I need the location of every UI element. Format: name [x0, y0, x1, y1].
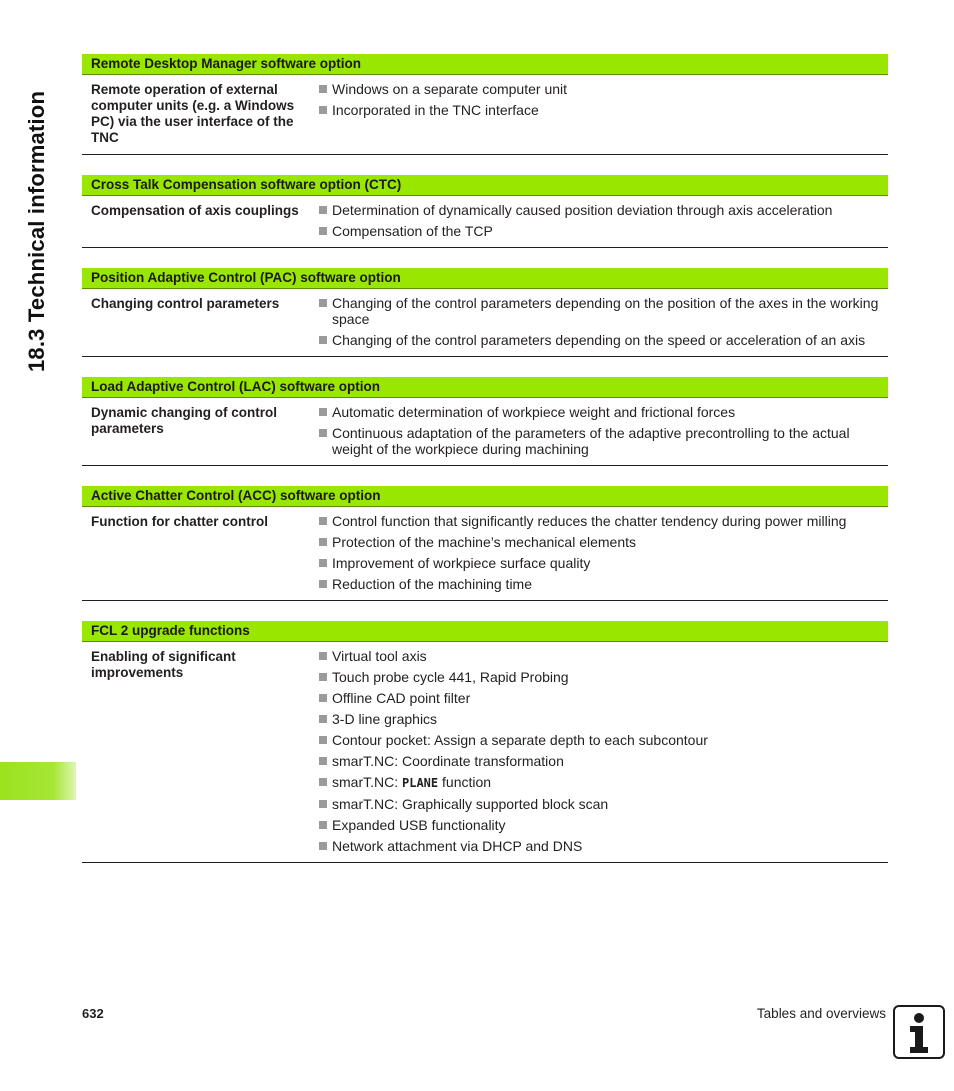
section-label: Remote operation of external computer units (e.g. a Windows PC) via the user interface of the TNC [91, 82, 295, 145]
info-icon [893, 1005, 945, 1059]
square-bullet-icon [319, 429, 327, 437]
list-item [319, 774, 888, 791]
feature-list [319, 513, 888, 592]
section-header: Load Adaptive Control (LAC) software option [82, 377, 888, 398]
square-bullet-icon [319, 757, 327, 765]
section-header: FCL 2 upgrade functions [82, 621, 888, 642]
section-body [82, 75, 888, 155]
footer-chapter-text: Tables and overviews [756, 1006, 886, 1021]
plane-code: PLANE [402, 776, 439, 790]
list-item: Compensation of the TCP [319, 223, 888, 239]
section-label: Function for chatter control [91, 514, 268, 529]
square-bullet-icon [319, 580, 327, 588]
list-item: smarT.NC: Coordinate transformation [319, 753, 888, 769]
list-item: Windows on a separate computer unit [319, 81, 888, 97]
square-bullet-icon [319, 673, 327, 681]
list-item: Improvement of workpiece surface quality [319, 555, 888, 571]
section-body [82, 289, 888, 357]
list-item: Automatic determination of workpiece weight and frictional forces [319, 404, 888, 420]
list-item: Protection of the machine’s mechanical elements [319, 534, 888, 550]
list-item: Offline CAD point filter [319, 690, 888, 706]
square-bullet-icon [319, 842, 327, 850]
square-bullet-icon [319, 538, 327, 546]
section-label: Enabling of significant improvements [91, 649, 236, 680]
square-bullet-icon [319, 206, 327, 214]
square-bullet-icon [319, 336, 327, 344]
list-item: Touch probe cycle 441, Rapid Probing [319, 669, 888, 685]
list-item: Changing of the control parameters depending on the speed or acceleration of an axis [319, 332, 888, 348]
info-icon-glyph [895, 1007, 943, 1057]
section-lac [82, 377, 888, 466]
section-label: Changing control parameters [91, 296, 280, 311]
square-bullet-icon [319, 694, 327, 702]
section-body [82, 507, 888, 601]
square-bullet-icon [319, 800, 327, 808]
list-item: Incorporated in the TNC interface [319, 102, 888, 118]
chapter-tab-marker [0, 762, 76, 800]
list-item: Reduction of the machining time [319, 576, 888, 592]
list-item: Determination of dynamically caused position deviation through axis acceleration [319, 202, 888, 218]
square-bullet-icon [319, 736, 327, 744]
feature-table [82, 54, 888, 863]
section-body [82, 398, 888, 466]
section-pac [82, 268, 888, 357]
section-label: Compensation of axis couplings [91, 203, 299, 218]
section-body [82, 642, 888, 863]
square-bullet-icon [319, 106, 327, 114]
list-item: Expanded USB functionality [319, 817, 888, 833]
section-remote-desktop [82, 54, 888, 155]
feature-list [319, 81, 888, 146]
list-item: Network attachment via DHCP and DNS [319, 838, 888, 854]
square-bullet-icon [319, 299, 327, 307]
section-header: Cross Talk Compensation software option (CTC) [82, 175, 888, 196]
section-header: Remote Desktop Manager software option [82, 54, 888, 75]
square-bullet-icon [319, 227, 327, 235]
section-body [82, 196, 888, 248]
square-bullet-icon [319, 821, 327, 829]
plane-function-item: smarT.NC: PLANE function [332, 774, 492, 790]
square-bullet-icon [319, 408, 327, 416]
list-item: smarT.NC: Graphically supported block scan [319, 796, 888, 812]
section-header: Active Chatter Control (ACC) software option [82, 486, 888, 507]
list-item: Continuous adaptation of the parameters of the adaptive precontrolling to the actual weight of the workpiece during machining [319, 425, 888, 457]
section-ctc [82, 175, 888, 248]
list-item: Changing of the control parameters depending on the position of the axes in the working space [319, 295, 888, 327]
feature-list [319, 295, 888, 348]
square-bullet-icon [319, 778, 327, 786]
square-bullet-icon [319, 559, 327, 567]
square-bullet-icon [319, 715, 327, 723]
feature-list [319, 202, 888, 239]
square-bullet-icon [319, 517, 327, 525]
section-label: Dynamic changing of control parameters [91, 405, 278, 436]
list-item: 3-D line graphics [319, 711, 888, 727]
square-bullet-icon [319, 652, 327, 660]
section-fcl2 [82, 621, 888, 863]
chapter-title-text: 18.3 Technical information [24, 90, 49, 372]
square-bullet-icon [319, 85, 327, 93]
chapter-side-title [24, 52, 48, 372]
list-item: Virtual tool axis [319, 648, 888, 664]
list-item: Control function that significantly reduces the chatter tendency during power milling [319, 513, 888, 529]
list-item: Contour pocket: Assign a separate depth to each subcontour [319, 732, 888, 748]
section-acc [82, 486, 888, 601]
feature-list [319, 648, 888, 854]
feature-list [319, 404, 888, 457]
section-header: Position Adaptive Control (PAC) software option [82, 268, 888, 289]
page-number: 632 [82, 1006, 104, 1021]
